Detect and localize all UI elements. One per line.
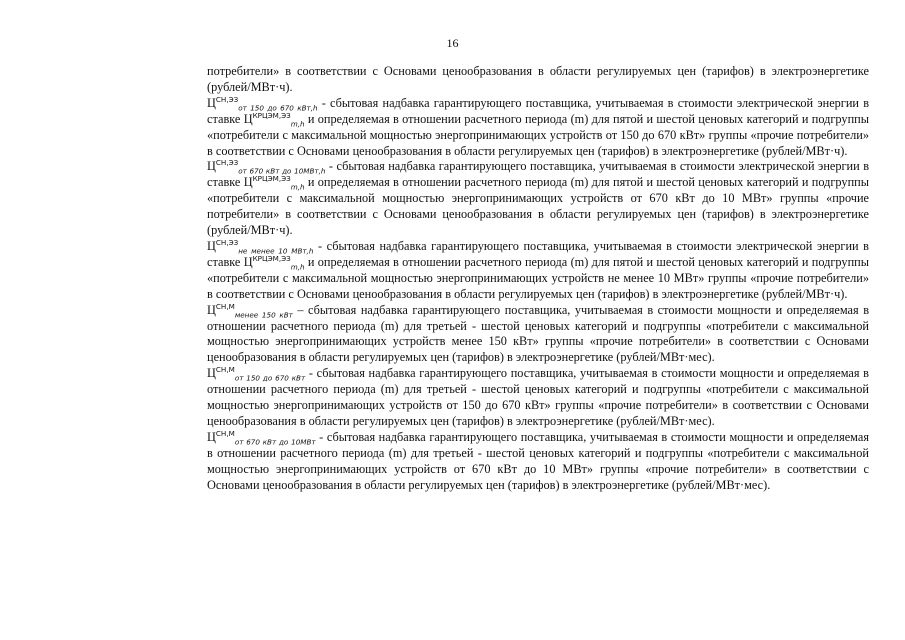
paragraph-energy-10mw-plus [207,239,869,303]
paragraph-text-after: и определяемая в отношении расчетного периода (m) для пятой и шестой ценовых категорий и подгруппы «потребители с максимальной мощностью энергопринимающих устройств не менее 10 МВт» группы «прочие потребители» в соответствии с Основами ценообразования в области регулируемых цен (тарифов) в электроэнергетике (рублей/МВт·ч). [207,254,869,301]
symbol-subscript: m,h [290,182,305,192]
paragraph-text: – сбытовая надбавка гарантирующего поставщика, учитываемая в стоимости мощности и определяемая в отношении расчетного периода (m) для третьей - шестой ценовых категорий и подгруппы «потребители с максимальной мощностью энергопринимающих устройств менее 150 кВт» группы «прочие потребители» в соответствии с Основами ценообразования в области регулируемых цен (тарифов) в электроэнергетике (рублей/МВт·мес). [207,302,870,365]
symbol-letter: Ц [243,254,253,269]
symbol-inline-rate [243,253,305,272]
symbol-letter: Ц [243,175,253,190]
symbol-superscript: КРЦЭМ,ЭЗ [252,253,291,263]
paragraph-continuation [207,64,869,96]
symbol-tariff [207,158,326,176]
symbol-letter: Ц [207,95,216,110]
paragraph-energy-670-10mw [207,159,869,239]
paragraph-capacity-under-150 [207,303,869,367]
symbol-tariff [207,365,306,383]
paragraph-text: - сбытовая надбавка гарантирующего поставщика, учитываемая в стоимости мощности и определяемая в отношении расчетного периода (m) для третьей - шестой ценовых категорий и подгруппы «потребители с максимальной мощностью энергопринимающих устройств от 150 до 670 кВт» группы «прочие потребители» в соответствии с Основами ценообразования в области регулируемых цен (тарифов) в электроэнергетике (рублей/МВт·мес). [207,366,869,428]
symbol-tariff [207,94,318,113]
paragraph-text: - сбытовая надбавка гарантирующего поставщика, учитываемая в стоимости мощности и определяемая в отношении расчетного периода (m) для третьей - шестой ценовых категорий и подгруппы «потребители с максимальной мощностью энергопринимающих устройств от 670 кВт до 10 МВт» группы «прочие потребители» в соответствии с Основами ценообразования в области регулируемых цен (тарифов) в электроэнергетике (рублей/МВт·мес). [207,429,869,492]
paragraph-text-after: и определяемая в отношении расчетного периода (m) для пятой и шестой ценовых категорий и подгруппы «потребители с максимальной мощностью энергопринимающих устройств от 670 кВт до 10 МВт» группы «прочие потребители» в соответствии с Основами ценообразования в области регулируемых цен (тарифов) в электроэнергетике (рублей/МВт·ч). [207,175,869,238]
symbol-subscript: от 150 до 670 кВт,h [238,103,318,113]
symbol-superscript: СН,ЭЗ [215,237,239,247]
symbol-inline-rate [243,110,305,129]
symbol-subscript: от 670 кВт до 10МВт,h [238,166,326,176]
symbol-subscript: от 150 до 670 кВт [234,373,306,383]
symbol-subscript: от 670 кВт до 10МВт [234,437,316,447]
symbol-tariff [207,237,314,256]
paragraph-capacity-670-10mw [207,430,869,494]
symbol-superscript: СН,ЭЗ [215,94,239,104]
paragraph-capacity-150-670 [207,366,869,430]
paragraph-energy-150-670 [207,96,869,160]
paragraph-text: - сбытовая надбавка гарантирующего поставщика, учитываемая в стоимости электрической энергии в ставке [207,238,869,269]
symbol-superscript: СН,М [215,365,235,375]
paragraph-text: потребители» в соответствии с Основами ценообразования в области регулируемых цен (тарифов) в электроэнергетике (рублей/МВт·ч). [207,64,869,94]
symbol-letter: Ц [243,111,253,126]
symbol-superscript: КРЦЭМ,ЭЗ [252,110,291,120]
symbol-subscript: менее 150 кВт [234,310,293,320]
symbol-superscript: СН,ЭЗ [215,158,239,168]
symbol-subscript: m,h [290,262,305,272]
symbol-superscript: СН,М [215,301,235,311]
symbol-tariff [207,428,316,447]
symbol-subscript: не менее 10 МВт,h [238,246,314,256]
paragraph-text: - сбытовая надбавка гарантирующего поставщика, учитываемая в стоимости электрической энергии в ставке [207,159,869,190]
symbol-letter: Ц [207,238,216,253]
body-text [207,64,869,493]
page-number: 16 [446,36,459,50]
symbol-letter: Ц [207,366,216,381]
paragraph-text: - сбытовая надбавка гарантирующего поставщика, учитываемая в стоимости электрической энергии в ставке [207,95,870,126]
paragraph-text-after: и определяемая в отношении расчетного периода (m) для пятой и шестой ценовых категорий и подгруппы «потребители с максимальной мощностью энергопринимающих устройств от 150 до 670 кВт» группы «прочие потребители» в соответствии с Основами ценообразования в области регулируемых цен (тарифов) в электроэнергетике (рублей/МВт·ч). [207,111,869,158]
symbol-subscript: m,h [290,119,305,129]
symbol-superscript: КРЦЭМ,ЭЗ [252,174,291,184]
symbol-inline-rate [243,174,305,192]
symbol-letter: Ц [207,429,216,444]
symbol-tariff [207,301,293,320]
symbol-superscript: СН,М [215,428,235,438]
symbol-letter: Ц [207,159,216,174]
symbol-letter: Ц [207,302,216,317]
